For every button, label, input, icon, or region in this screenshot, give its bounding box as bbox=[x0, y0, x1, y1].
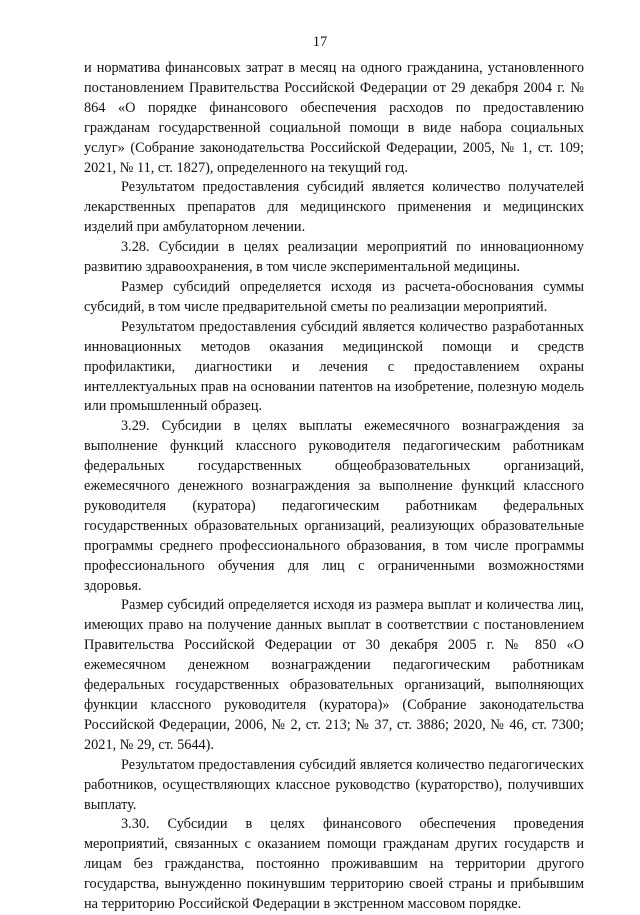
paragraph-subsidy-size-3-28: Размер субсидий определяется исходя из расчета-обоснования суммы субсидий, в том числе предварительной сметы по реализации мероприятий. bbox=[84, 278, 584, 315]
page-number: 17 bbox=[312, 34, 328, 50]
paragraph-section-3-28: 3.28. Субсидии в целях реализации мероприятий по инновационному развитию здравоохранения, в том числе экспериментальной медицины. bbox=[84, 239, 584, 276]
paragraph-result-3-29: Результатом предоставления субсидий является количество педагогических работников, осуществляющих классное руководство (кураторство), получивших выплату. bbox=[84, 756, 584, 813]
paragraph-result-recipients: Результатом предоставления субсидий является количество получателей лекарственных препаратов для медицинского применения и медицинских изделий при амбулаторном лечении. bbox=[84, 179, 584, 236]
paragraph-continuation: и норматива финансовых затрат в месяц на одного гражданина, установленного постановлением Правительства Российской Федерации от 29 декабря 2004 г. № 864 «О порядке финансового обеспечения расходов по предоставлению гражданам государственной социальной помощи в виде набора социальных услуг» (Собрание законодательства Российской Федерации, 2005, № 1, ст. 109; 2021, № 11, ст. 1827), определенного на текущий год. bbox=[84, 60, 584, 176]
document-body bbox=[84, 59, 584, 915]
paragraph-subsidy-size-3-29: Размер субсидий определяется исходя из размера выплат и количества лиц, имеющих право на получение данных выплат в соответствии с постановлением Правительства Российской Федерации от 30 декабря 2005 г. № 850 «О ежемесячном денежном вознаграждении педагогическим работникам федеральных государственных образовательных организаций, выполняющих функции классного руководителя (куратора)» (Собрание законодательства Российской Федерации, 2006, № 2, ст. 213; № 37, ст. 3886; 2020, № 46, ст. 7300; 2021, № 29, ст. 5644). bbox=[84, 597, 584, 753]
paragraph-result-3-28: Результатом предоставления субсидий является количество разработанных инновационных методов оказания медицинской помощи и средств профилактики, диагностики и лечения с предоставлением охраны интеллектуальных прав на основании патентов на изобретение, полезную модель или промышленный образец. bbox=[84, 318, 584, 415]
paragraph-section-3-30: 3.30. Субсидии в целях финансового обеспечения проведения мероприятий, связанных с оказанием помощи гражданам других государств и лицам без гражданства, постоянно проживавшим на территории другого государства, вынужденно покинувшим территорию своей страны и прибывшим на территорию Российской Федерации в экстренном массовом порядке. bbox=[84, 816, 584, 913]
paragraph-section-3-29: 3.29. Субсидии в целях выплаты ежемесячного вознаграждения за выполнение функций классного руководителя педагогическим работникам федеральных государственных общеобразовательных организаций, ежемесячного денежного вознаграждения за выполнение функций классного руководителя (куратора) педагогическим работникам федеральных государственных образовательных организаций, реализующих образовательные программы среднего профессионального образования, в том числе программы профессионального обучения для лиц с ограниченными возможностями здоровья. bbox=[84, 418, 584, 594]
